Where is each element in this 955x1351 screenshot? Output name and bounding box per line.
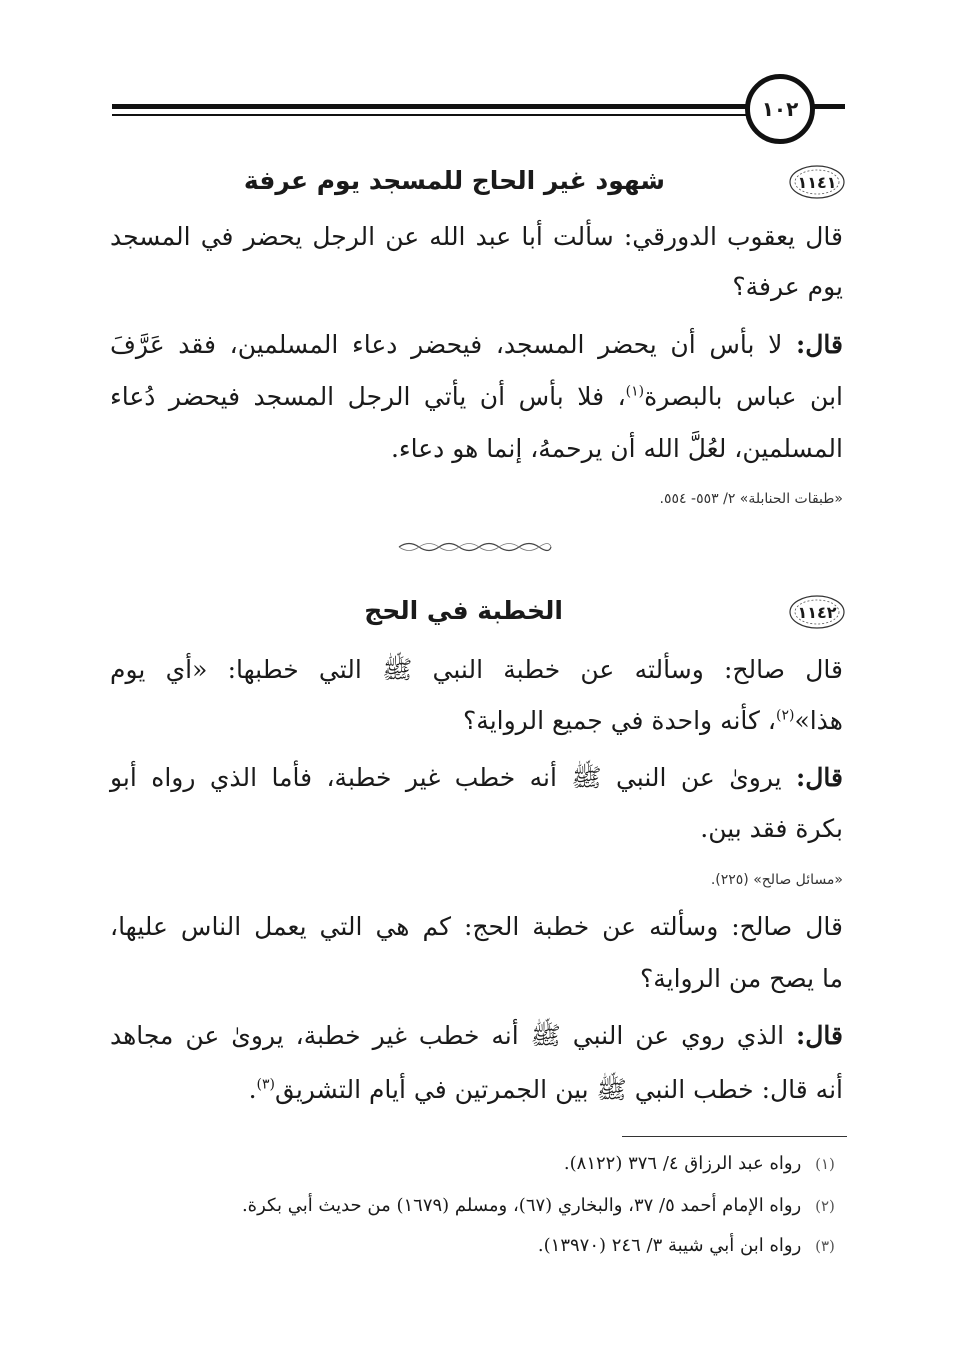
section-number-badge: [788, 164, 846, 200]
answer-text: يروىٰ عن النبي ﷺ أنه خطب غير خطبة، فأما الذي رواه أبو: [110, 763, 782, 792]
footnote-text: رواه ابن أبي شيبة ٣/ ٢٤٦ (١٣٩٧٠).: [537, 1235, 802, 1256]
footnote-number: (٢): [815, 1197, 835, 1215]
footnote: [242, 1195, 843, 1216]
source-citation: «مسائل صالح» (٢٢٥).: [710, 872, 843, 888]
answer-label: قال:: [796, 1021, 843, 1050]
answer-line: [110, 382, 843, 411]
question-text: ، كأنه واحدة في جميع الرواية؟: [463, 706, 776, 735]
footnote-number: (١): [815, 1155, 835, 1173]
answer-text: ابن عباس بالبصرة: [644, 382, 843, 411]
header-rule-right: [812, 104, 845, 109]
answer-text: .: [248, 1075, 257, 1104]
answer-line: المسلمين، لعُلَّ الله أن يرحمهُ، إنما هو دعاء.: [390, 434, 843, 463]
answer-line: [110, 330, 843, 359]
answer-text: أنه قال: خطب النبي ﷺ بين الجمرتين في أيام التشريق: [275, 1075, 843, 1104]
source-citation: «طبقات الحنابلة» ٢/ ٥٥٣- ٥٥٤.: [659, 491, 843, 507]
question-line: يوم عرفة؟: [732, 272, 843, 301]
question-line: ما يصح من الرواية؟: [639, 964, 843, 993]
header-rule: [112, 104, 747, 109]
answer-text: لا بأس أن يحضر المسجد، فيحضر دعاء المسلمين، فقد عَرَّفَ: [110, 330, 783, 359]
answer-text: ، فلا بأس أن يأتي الرجل المسجد فيحضر دُعاء: [110, 382, 626, 411]
section-title: شهود غير الحاج للمسجد يوم عرفة: [243, 166, 665, 195]
question-line: قال صالح: وسألته عن خطبة الحج: كم هي التي يعمل الناس عليها،: [110, 912, 843, 941]
section-number-badge: [788, 594, 846, 630]
answer-line: [249, 1074, 843, 1111]
ornament-divider: [395, 540, 555, 554]
header-rule-thin: [112, 114, 747, 116]
answer-line: [110, 1020, 843, 1057]
answer-line: [110, 762, 843, 799]
footnote-number: (٣): [815, 1237, 835, 1255]
answer-label: قال:: [796, 763, 843, 792]
question-text: هذا»: [794, 706, 843, 735]
section-number: ١١٤١: [797, 172, 837, 192]
question-line: قال صالح: وسألته عن خطبة النبي ﷺ التي خطبها: «أي يوم: [110, 655, 843, 684]
answer-text: الذي روي عن النبي ﷺ أنه خطب غير خطبة، يروىٰ عن مجاهد: [110, 1021, 785, 1050]
answer-line: بكرة فقد بين.: [700, 814, 843, 843]
footnote-text: رواه عبد الرزاق ٤/ ٣٧٦ (٨١٢٢).: [563, 1153, 802, 1174]
footnote-ref: (٢): [775, 707, 795, 724]
answer-label: قال:: [796, 330, 843, 359]
footnote-rule: [622, 1136, 847, 1137]
page-number-badge: [745, 74, 815, 144]
section-number: ١١٤٢: [797, 602, 837, 622]
page-number: ١٠٢: [761, 97, 799, 121]
question-line: قال يعقوب الدورقي: سألت أبا عبد الله عن الرجل يحضر في المسجد: [110, 222, 843, 251]
footnote: [564, 1153, 843, 1174]
footnote-ref: (١): [625, 383, 645, 400]
footnote: [538, 1235, 843, 1256]
footnote-ref: (٣): [256, 1076, 275, 1093]
section-title: الخطبة في الحج: [364, 596, 563, 625]
question-line: [463, 706, 843, 735]
footnote-text: رواه الإمام أحمد ٥/ ٣٧، والبخاري (٦٧)، ومسلم (١٦٧٩) من حديث أبي بكرة.: [241, 1195, 802, 1216]
